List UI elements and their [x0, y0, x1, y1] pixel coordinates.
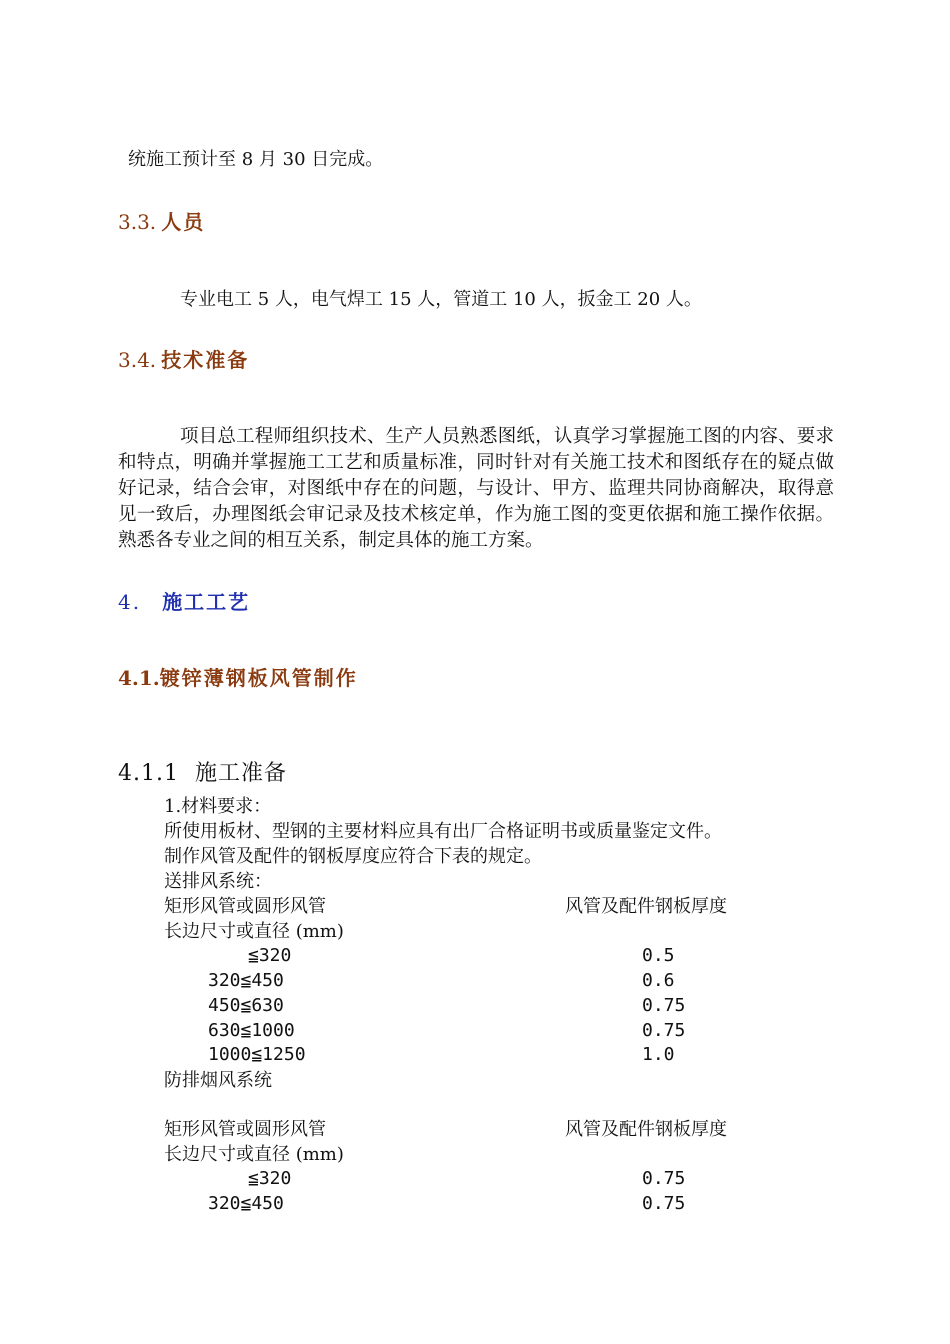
table1-col1-subheader: 长边尺寸或直径 (mm) [164, 921, 344, 942]
materials-line-1: 所使用板材、型钢的主要材料应具有出厂合格证明书或质量鉴定文件。 [164, 821, 722, 842]
section-number: 4.1.1 [118, 761, 179, 786]
table1-col1-header: 矩形风管或圆形风管 [164, 896, 326, 917]
table1-size: ≦320 [248, 945, 292, 966]
table1-col2-header: 风管及配件钢板厚度 [565, 896, 727, 917]
table1-size: 1000≦1250 [208, 1044, 306, 1065]
table2-col2-header: 风管及配件钢板厚度 [565, 1119, 727, 1140]
table1-thickness: 0.5 [642, 945, 675, 966]
table2-system: 防排烟风系统 [164, 1070, 272, 1091]
table2-thickness: 0.75 [642, 1168, 686, 1189]
section-number: 3.4. [118, 348, 157, 372]
table1-thickness: 0.75 [642, 995, 686, 1016]
section-heading-3-4 [118, 344, 249, 373]
table2-col1-subheader: 长边尺寸或直径 (mm) [164, 1144, 344, 1165]
section-heading-4-1 [118, 662, 358, 691]
tech-paragraph [118, 424, 834, 554]
table2-size: 320≦450 [208, 1193, 284, 1214]
section-heading-4-1-1 [118, 756, 287, 787]
section-heading-3-3 [118, 206, 205, 235]
section-title: 镀锌薄钢板风管制作 [159, 666, 358, 690]
section-title: 施工准备 [194, 761, 287, 786]
materials-line-2: 制作风管及配件的钢板厚度应符合下表的规定。 [164, 846, 542, 867]
table2-thickness: 0.75 [642, 1193, 686, 1214]
table1-thickness: 1.0 [642, 1044, 675, 1065]
table1-thickness: 0.75 [642, 1020, 686, 1041]
section-number: 3.3. [118, 210, 157, 234]
personnel-line: 专业电工 5 人，电气焊工 15 人，管道工 10 人，扳金工 20 人。 [180, 289, 702, 310]
tech-paragraph-text: 项目总工程师组织技术、生产人员熟悉图纸，认真学习掌握施工图的内容、要求和特点，明确并掌握施工工艺和质量标准，同时针对有关施工技术和图纸存在的疑点做好记录，结合会审，对图纸中存在的问题，与设计、甲方、监理共同协商解决，取得意见一致后，办理图纸会审记录及技术核定单，作为施工图的变更依据和施工操作依据。熟悉各专业之间的相互关系，制定具体的施工方案。 [118, 426, 834, 551]
section-title: 施工工艺 [162, 590, 251, 614]
table1-thickness: 0.6 [642, 970, 675, 991]
section-title: 人员 [161, 210, 206, 234]
section-heading-4 [118, 586, 250, 615]
continuation-line: 统施工预计至 8 月 30 日完成。 [128, 149, 384, 170]
table1-system: 送排风系统： [164, 871, 272, 892]
materials-label: 1.材料要求： [164, 796, 272, 817]
table1-size: 630≦1000 [208, 1020, 295, 1041]
section-number: 4.1. [118, 666, 160, 690]
table2-col1-header: 矩形风管或圆形风管 [164, 1119, 326, 1140]
section-number: 4. [118, 590, 142, 614]
section-title: 技术准备 [161, 348, 250, 372]
table1-size: 320≦450 [208, 970, 284, 991]
table1-size: 450≦630 [208, 995, 284, 1016]
table2-size: ≦320 [248, 1168, 292, 1189]
